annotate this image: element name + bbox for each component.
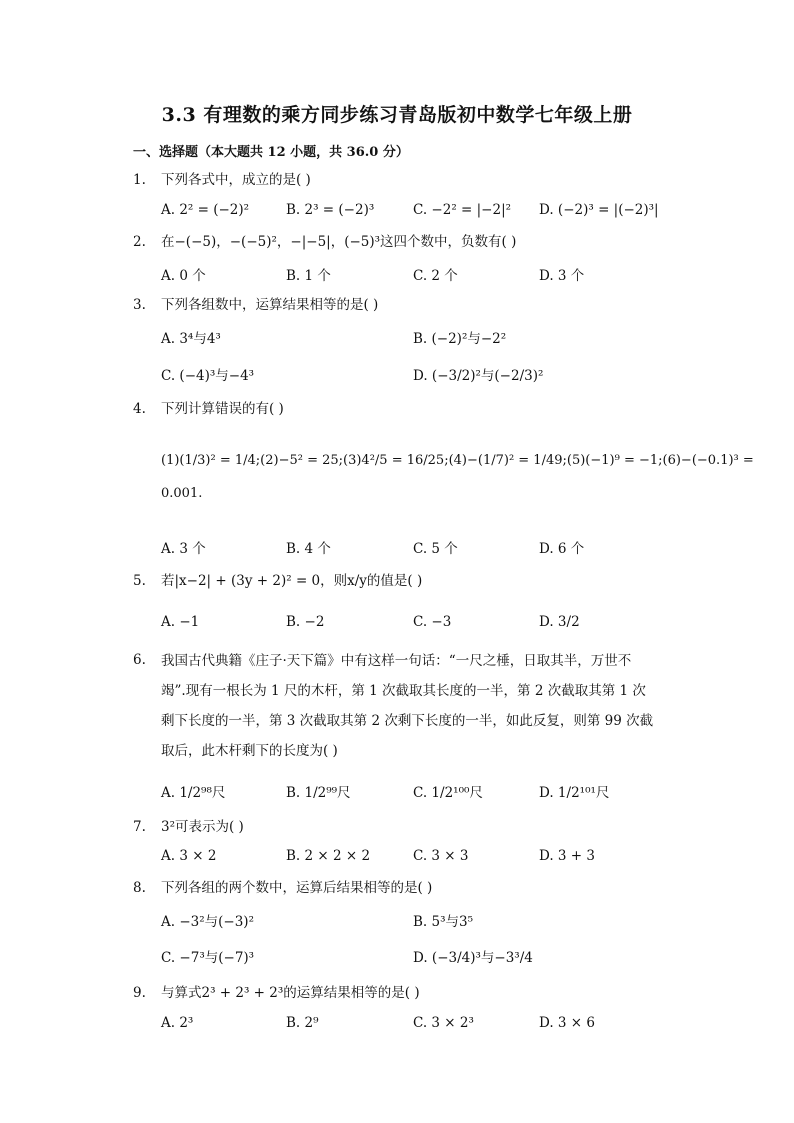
option-b: B. 2⁹ [286, 1015, 319, 1031]
option-b: B. 2³ = (−2)³ [286, 202, 375, 218]
question-3 [133, 291, 673, 319]
question-1-options [161, 202, 681, 226]
question-3-options-row1 [161, 327, 681, 351]
question-5-options [161, 614, 681, 638]
question-4 [133, 395, 673, 423]
question-number: 6. [133, 652, 146, 668]
section-heading: 一、选择题（本大题共 12 小题，共 36.0 分） [133, 145, 409, 160]
option-d: D. 3 × 6 [539, 1015, 595, 1031]
question-text: 与算式2³ + 2³ + 2³的运算结果相等的是( ) [161, 985, 420, 1001]
question-3-options-row2 [161, 364, 681, 388]
question-number: 4. [133, 401, 146, 417]
question-text: 下列各组的两个数中，运算后结果相等的是( ) [161, 880, 433, 896]
option-c: C. 3 × 3 [413, 848, 469, 864]
option-a: A. 2² = (−2)² [161, 202, 250, 218]
option-c: C. 2 个 [413, 268, 458, 284]
question-text: 若|x−2| + (3y + 2)² = 0，则x/y的值是( ) [161, 573, 423, 589]
option-d: D. 1/2¹⁰¹尺 [539, 785, 610, 801]
question-4-formula-line2: 0.001. [161, 486, 203, 501]
question-8-options-row2 [161, 946, 681, 970]
option-c: C. 5 个 [413, 541, 458, 557]
question-6-options [161, 781, 681, 805]
question-9 [133, 979, 673, 1007]
option-d: D. (−2)³ = |(−2)³| [539, 202, 659, 218]
question-1 [133, 166, 673, 194]
question-text: 在−(−5)，−(−5)²，−|−5|，(−5)³这四个数中，负数有( ) [161, 234, 517, 250]
question-text: 下列各式中，成立的是( ) [161, 172, 311, 188]
question-7-options [161, 848, 681, 872]
question-number: 1. [133, 172, 146, 188]
question-text: 下列各组数中，运算结果相等的是( ) [161, 297, 379, 313]
option-a: A. 2³ [161, 1015, 194, 1031]
option-b: B. 5³与3⁵ [413, 914, 474, 930]
option-d: D. 3 个 [539, 268, 585, 284]
question-text-line: 取后，此木杆剩下的长度为( ) [161, 743, 338, 759]
question-2-options [161, 264, 681, 288]
question-number: 9. [133, 985, 146, 1001]
question-text: 3²可表示为( ) [161, 819, 244, 835]
question-4-formula-line1: (1)(1/3)² = 1/4;(2)−5² = 25;(3)4²/5 = 16/25;(4)−(1/7)² = 1/49;(5)(−1)⁹ = −1;(6)−(−0.1)³ = [161, 453, 754, 468]
question-8-options-row1 [161, 910, 681, 934]
question-number: 7. [133, 819, 146, 835]
option-b: B. 1/2⁹⁹尺 [286, 785, 351, 801]
option-d: D. 3/2 [539, 614, 580, 630]
question-text: 下列计算错误的有( ) [161, 401, 284, 417]
option-b: B. 1 个 [286, 268, 331, 284]
option-c: C. −2² = |−2|² [413, 202, 512, 218]
option-b: B. −2 [286, 614, 325, 630]
option-d: D. 3 + 3 [539, 848, 595, 864]
option-c: C. (−4)³与−4³ [161, 368, 255, 384]
option-a: A. 0 个 [161, 268, 206, 284]
option-c: C. 3 × 2³ [413, 1015, 474, 1031]
option-c: C. 1/2¹⁰⁰尺 [413, 785, 483, 801]
question-number: 2. [133, 234, 146, 250]
question-9-options [161, 1015, 681, 1039]
option-a: A. 3 × 2 [161, 848, 217, 864]
option-d: D. (−3/4)³与−3³/4 [413, 950, 533, 966]
question-number: 3. [133, 297, 146, 313]
question-text-line: 我国古代典籍《庄子·天下篇》中有这样一句话：“一尺之棰，日取其半，万世不 [161, 653, 632, 669]
option-b: B. (−2)²与−2² [413, 331, 507, 347]
option-b: B. 4 个 [286, 541, 331, 557]
option-a: A. −3²与(−3)² [161, 914, 254, 930]
question-5 [133, 567, 673, 595]
option-a: A. −1 [161, 614, 200, 630]
question-number: 8. [133, 880, 146, 896]
option-d: D. 6 个 [539, 541, 585, 557]
question-6-text [161, 646, 661, 766]
question-7 [133, 813, 673, 841]
question-number: 5. [133, 573, 146, 589]
option-a: A. 3⁴与4³ [161, 331, 221, 347]
option-c: C. −3 [413, 614, 452, 630]
option-a: A. 1/2⁹⁸尺 [161, 785, 226, 801]
question-4-options [161, 537, 681, 561]
option-d: D. (−3/2)²与(−2/3)² [413, 368, 544, 384]
page-title: 3.3 有理数的乘方同步练习青岛版初中数学七年级上册 [161, 104, 633, 126]
question-text-line: 竭”.现有一根长为 1 尺的木杆，第 1 次截取其长度的一半，第 2 次截取其第 1 次 [161, 683, 646, 699]
question-8 [133, 874, 673, 902]
question-2 [133, 228, 673, 256]
question-text-line: 剩下长度的一半，第 3 次截取其第 2 次剩下长度的一半，如此反复，则第 99 次截 [161, 713, 654, 729]
option-b: B. 2 × 2 × 2 [286, 848, 371, 864]
option-c: C. −7³与(−7)³ [161, 950, 255, 966]
option-a: A. 3 个 [161, 541, 206, 557]
